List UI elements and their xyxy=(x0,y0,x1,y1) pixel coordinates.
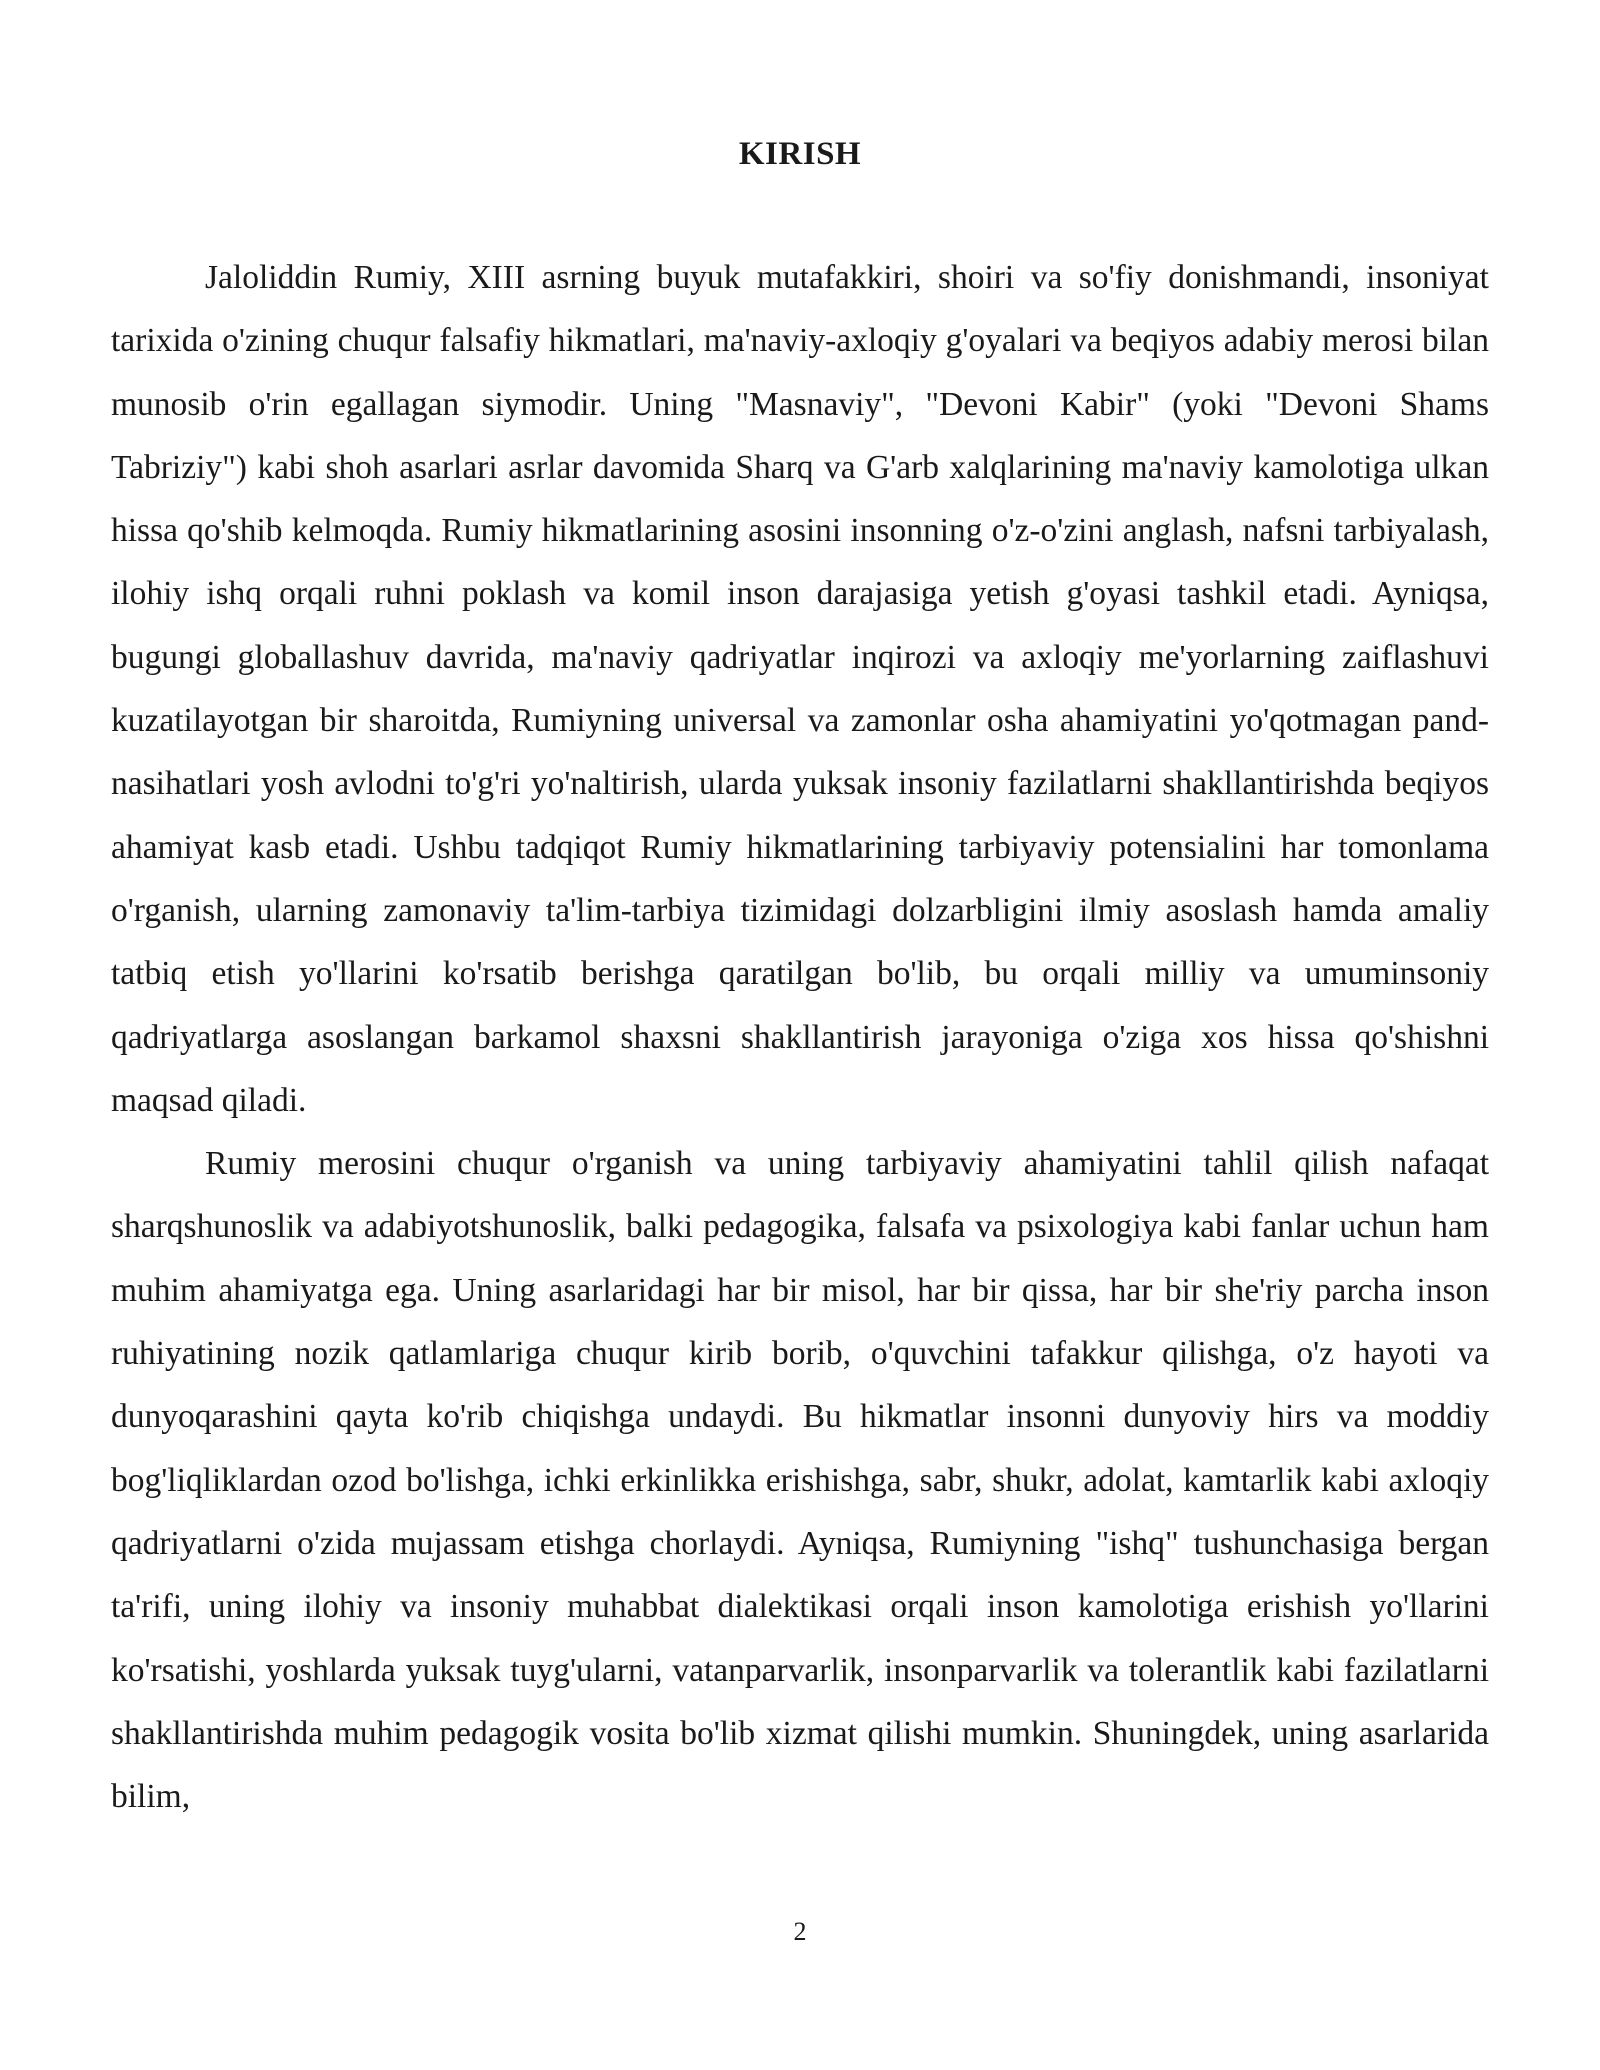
paragraph-1: Jaloliddin Rumiy, XIII asrning buyuk mutafakkiri, shoiri va so'fiy donishmandi, insoniyat tarixida o'zining chuqur falsafiy hikmatlari, ma'naviy-axloqiy g'oyalari va beqiyos adabiy merosi bilan munosib o'rin egallagan siymodir. Uning "Masnaviy", "Devoni Kabir" (yoki "Devoni Shams Tabriziy") kabi shoh asarlari asrlar davomida Sharq va G'arb xalqlarining ma'naviy kamolotiga ulkan hissa qo'shib kelmoqda. Rumiy hikmatlarining asosini insonning o'z-o'zini anglash, nafsni tarbiyalash, ilohiy ishq orqali ruhni poklash va komil inson darajasiga yetish g'oyasi tashkil etadi. Ayniqsa, bugungi globallashuv davrida, ma'naviy qadriyatlar inqirozi va axloqiy me'yorlarning zaiflashuvi kuzatilayotgan bir sharoitda, Rumiyning universal va zamonlar osha ahamiyatini yo'qotmagan pand-nasihatlari yosh avlodni to'g'ri yo'naltirish, ularda yuksak insoniy fazilatlarni shakllantirishda beqiyos ahamiyat kasb etadi. Ushbu tadqiqot Rumiy hikmatlarining tarbiyaviy potensialini har tomonlama o'rganish, ularning zamonaviy ta'lim-tarbiya tizimidagi dolzarbligini ilmiy asoslash hamda amaliy tatbiq etish yo'llarini ko'rsatib berishga qaratilgan bo'lib, bu orqali milliy va umuminsoniy qadriyatlarga asoslangan barkamol shaxsni shakllantirish jarayoniga o'ziga xos hissa qo'shishni maqsad qiladi. xyxy=(111,259,1489,1119)
body-text xyxy=(111,246,1489,1828)
paragraph-2: Rumiy merosini chuqur o'rganish va uning tarbiyaviy ahamiyatini tahlil qilish nafaqat sharqshunoslik va adabiyotshunoslik, balki pedagogika, falsafa va psixologiya kabi fanlar uchun ham muhim ahamiyatga ega. Uning asarlaridagi har bir misol, har bir qissa, har bir she'riy parcha inson ruhiyatining nozik qatlamlariga chuqur kirib borib, o'quvchini tafakkur qilishga, o'z hayoti va dunyoqarashini qayta ko'rib chiqishga undaydi. Bu hikmatlar insonni dunyoviy hirs va moddiy bog'liqliklardan ozod bo'lishga, ichki erkinlikka erishishga, sabr, shukr, adolat, kamtarlik kabi axloqiy qadriyatlarni o'zida mujassam etishga chorlaydi. Ayniqsa, Rumiyning "ishq" tushunchasiga bergan ta'rifi, uning ilohiy va insoniy muhabbat dialektikasi orqali inson kamolotiga erishish yo'llarini ko'rsatishi, yoshlarda yuksak tuyg'ularni, vatanparvarlik, insonparvarlik va tolerantlik kabi fazilatlarni shakllantirishda muhim pedagogik vosita bo'lib xizmat qilishi mumkin. Shuningdek, uning asarlarida bilim, xyxy=(111,1145,1489,1816)
page-number: 2 xyxy=(793,1917,807,1946)
page-heading: KIRISH xyxy=(738,136,862,173)
